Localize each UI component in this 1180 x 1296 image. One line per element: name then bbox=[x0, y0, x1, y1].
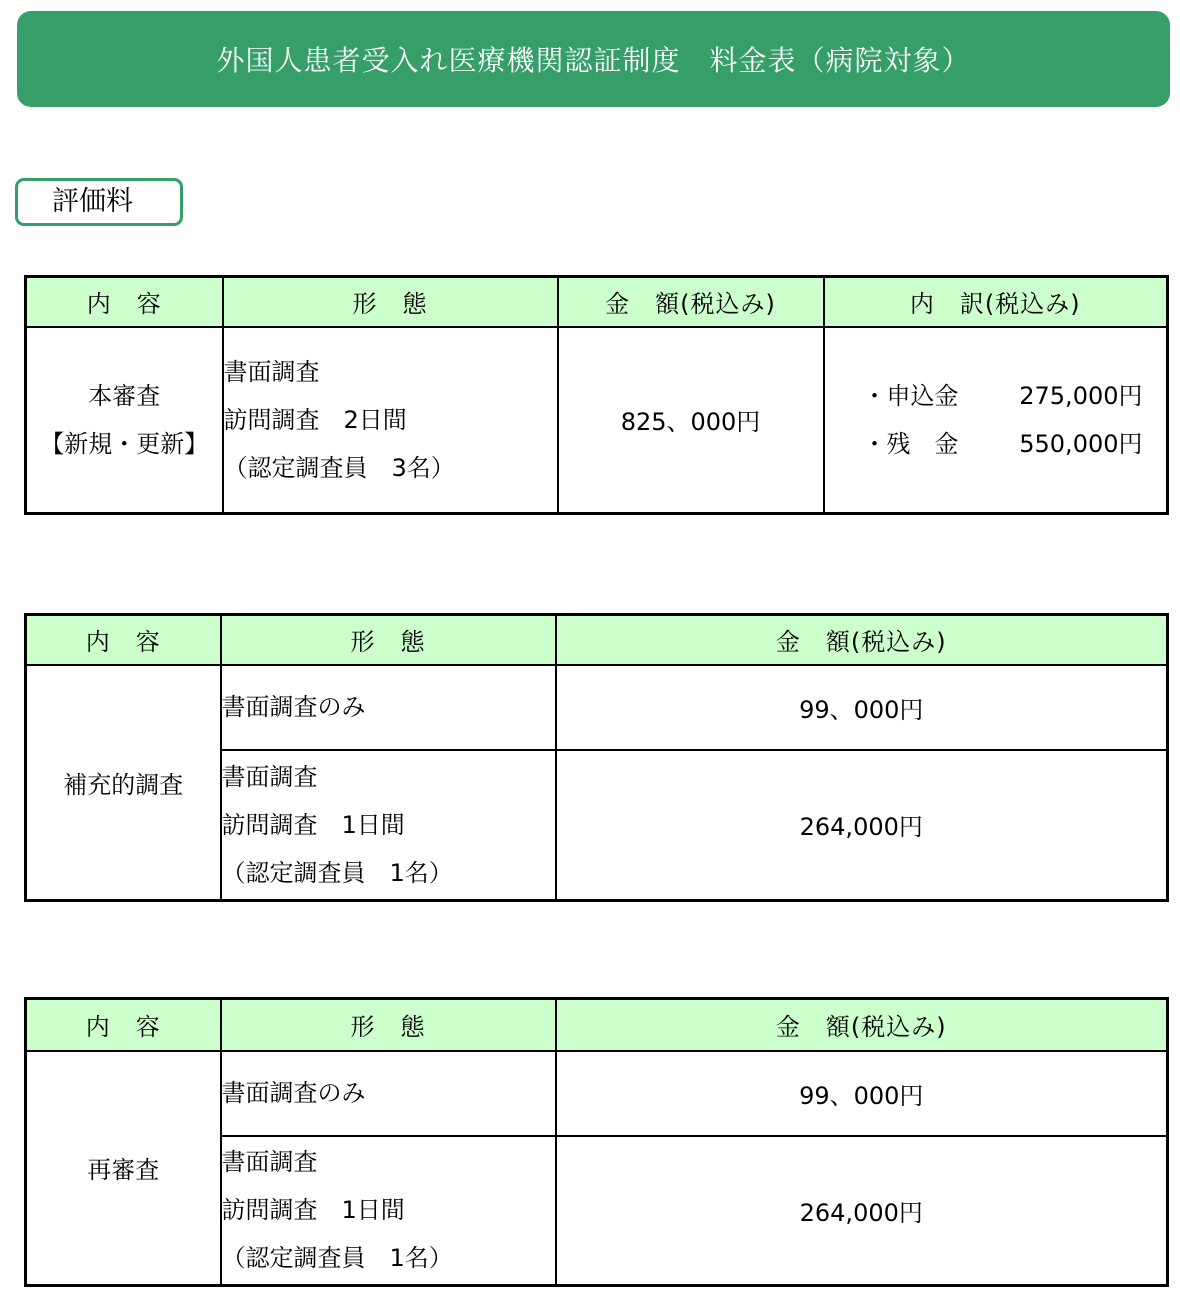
header-form: 形 態 bbox=[221, 615, 556, 665]
content-cell: 補充的調査 bbox=[26, 665, 221, 901]
form-line: （認定調査員 3名） bbox=[223, 453, 455, 482]
form-line: （認定調査員 1名） bbox=[221, 1244, 453, 1273]
form-cell bbox=[221, 1051, 556, 1136]
table-row bbox=[26, 665, 1168, 750]
table-row bbox=[26, 1051, 1168, 1136]
fee-table-supplementary bbox=[24, 613, 1169, 902]
form-line: 書面調査のみ bbox=[221, 693, 366, 721]
form-line: 訪問調査 1日間 bbox=[221, 810, 405, 839]
amount-cell: 99、000円 bbox=[556, 1051, 1168, 1136]
header-breakdown: 内 訳(税込み) bbox=[824, 277, 1168, 327]
form-cell bbox=[221, 750, 556, 901]
breakdown-cell bbox=[824, 327, 1168, 514]
form-line: 書面調査 bbox=[223, 357, 320, 386]
form-line: 訪問調査 1日間 bbox=[221, 1196, 405, 1225]
amount-cell: 264,000円 bbox=[556, 750, 1168, 901]
content-cell: 再審査 bbox=[26, 1051, 221, 1286]
form-cell bbox=[223, 327, 558, 514]
form-cell bbox=[221, 1136, 556, 1286]
breakdown-value: 550,000円 bbox=[1019, 429, 1143, 458]
amount-cell: 264,000円 bbox=[556, 1136, 1168, 1286]
fee-table-re-review bbox=[24, 997, 1169, 1287]
form-line: 書面調査のみ bbox=[221, 1079, 366, 1107]
form-line: （認定調査員 1名） bbox=[221, 858, 453, 887]
breakdown-value: 275,000円 bbox=[1019, 381, 1143, 410]
amount-cell: 99、000円 bbox=[556, 665, 1168, 750]
page-title-banner bbox=[17, 11, 1170, 107]
section-label-evaluation-fee: 評価料 bbox=[15, 178, 183, 226]
table-row bbox=[26, 327, 1168, 514]
form-cell bbox=[221, 665, 556, 750]
header-content: 内 容 bbox=[26, 277, 223, 327]
fee-table-main-review bbox=[24, 275, 1169, 515]
amount-cell: 825、000円 bbox=[558, 327, 824, 514]
form-line: 書面調査 bbox=[221, 762, 318, 791]
header-amount: 金 額(税込み) bbox=[556, 999, 1168, 1051]
breakdown-label: ・申込金 bbox=[862, 381, 959, 410]
page-title: 外国人患者受入れ医療機関認証制度 料金表（病院対象） bbox=[216, 44, 971, 77]
header-amount: 金 額(税込み) bbox=[556, 615, 1168, 665]
header-content: 内 容 bbox=[26, 615, 221, 665]
breakdown-label: ・残 金 bbox=[862, 429, 959, 458]
content-line: 本審査 bbox=[88, 381, 161, 410]
form-line: 書面調査 bbox=[221, 1148, 318, 1177]
breakdown-row-deposit bbox=[825, 372, 1167, 420]
header-form: 形 態 bbox=[221, 999, 556, 1051]
content-cell bbox=[26, 327, 223, 514]
header-amount: 金 額(税込み) bbox=[558, 277, 824, 327]
header-form: 形 態 bbox=[223, 277, 558, 327]
breakdown-row-balance bbox=[825, 420, 1167, 468]
form-line: 訪問調査 2日間 bbox=[223, 405, 407, 434]
header-content: 内 容 bbox=[26, 999, 221, 1051]
content-line: 【新規・更新】 bbox=[40, 429, 209, 458]
